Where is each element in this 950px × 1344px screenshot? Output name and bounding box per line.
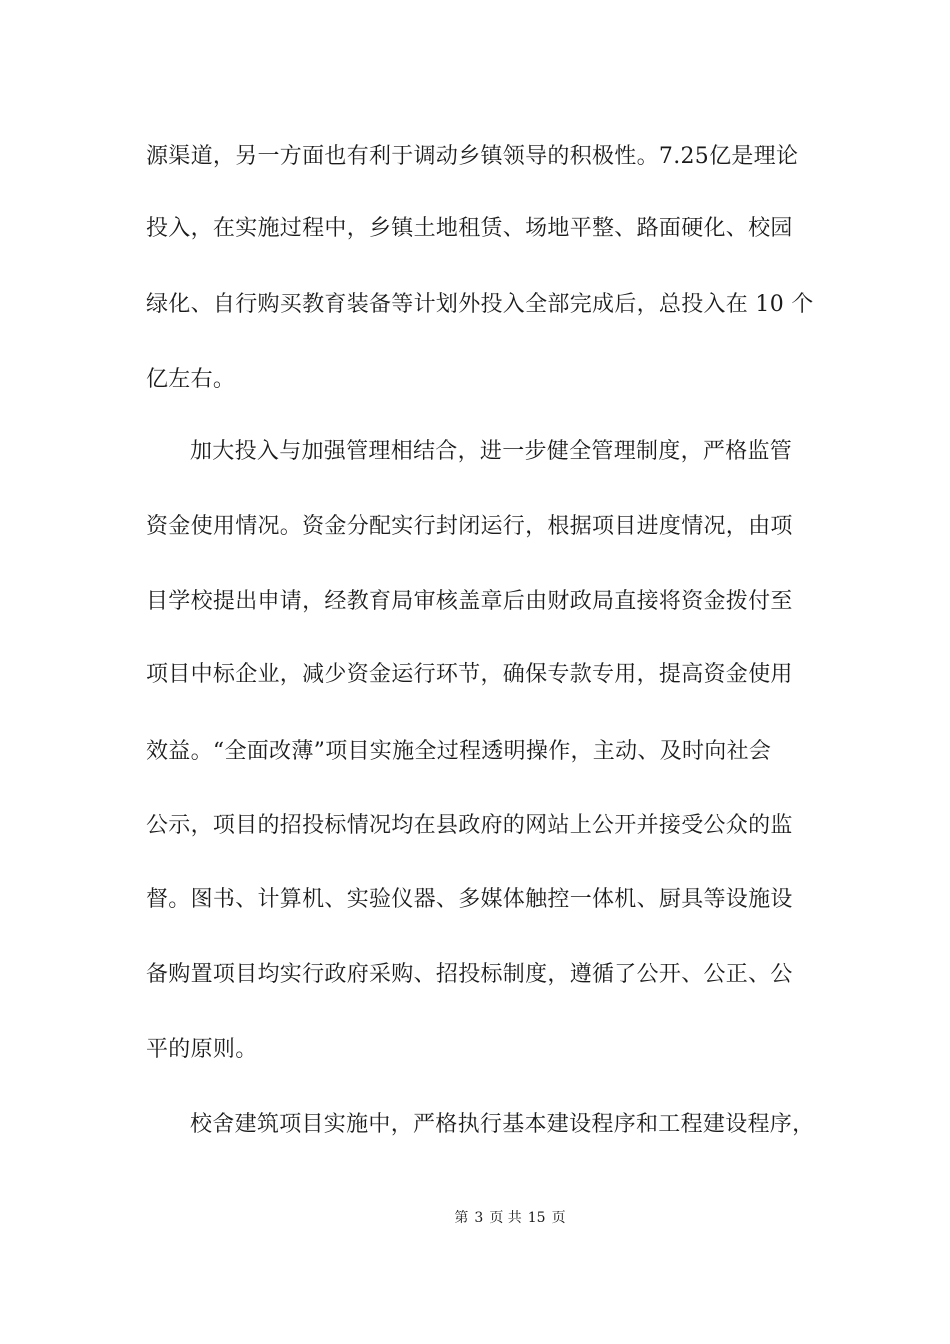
paragraph-line: 效益。“全面改薄”项目实施全过程透明操作，主动、及时向社会 [146,739,772,764]
page-footer [0,1208,950,1228]
paragraph-line: 目学校提出申请，经教育局审核盖章后由财政局直接将资金拨付至 [146,589,793,614]
footer-current-page: 3 [474,1210,484,1226]
paragraph-line: 公示，项目的招投标情况均在县政府的网站上公开并接受公众的监 [146,813,793,838]
paragraph-line: 资金使用情况。资金分配实行封闭运行，根据项目进度情况，由项 [146,514,793,539]
paragraph-line: 源渠道，另一方面也有利于调动乡镇领导的积极性。7.25亿是理论 [146,144,799,169]
paragraph-line: 督。图书、计算机、实验仪器、多媒体触控一体机、厨具等设施设 [146,887,793,912]
footer-total-pages: 15 [527,1210,546,1226]
paragraph-line: 亿左右。 [146,367,236,392]
paragraph-line: 平的原则。 [146,1037,258,1062]
paragraph-line: 绿化、自行购买教育装备等计划外投入全部完成后，总投入在 10 个 [146,292,814,317]
footer-suffix: 页 [551,1210,566,1226]
footer-prefix: 第 [454,1210,469,1226]
paragraph-line: 加大投入与加强管理相结合，进一步健全管理制度，严格监管 [190,439,793,464]
paragraph-line: 项目中标企业，减少资金运行环节，确保专款专用，提高资金使用 [146,662,793,687]
footer-middle: 页 共 [489,1210,522,1226]
paragraph-line: 备购置项目均实行政府采购、招投标制度，遵循了公开、公正、公 [146,962,793,987]
paragraph-line: 校舍建筑项目实施中，严格执行基本建设程序和工程建设程序， [190,1112,815,1137]
paragraph-line: 投入，在实施过程中，乡镇土地租赁、场地平整、路面硬化、校园 [146,216,793,241]
